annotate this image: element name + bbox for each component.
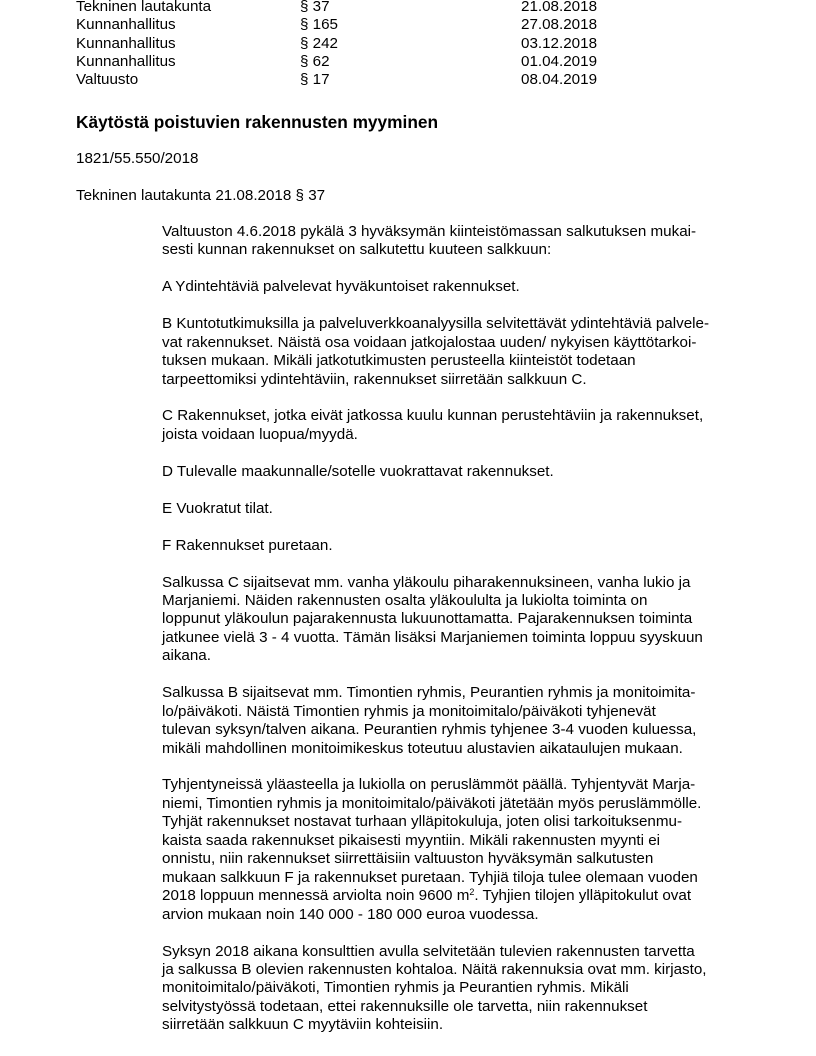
text-line: Valtuuston 4.6.2018 pykälä 3 hyväksymän kiinteistömassan salkutuksen mukai-: [162, 223, 697, 240]
text-line: loppunut yläkoulun pajarakennusta lukuunottamatta. Pajarakennuksen toiminta: [162, 610, 693, 628]
history-row: [76, 35, 696, 53]
text-line: vat rakennukset. Näistä osa voidaan jatkojalostaa uuden/ nykyisen käyttötarkoi-: [162, 333, 697, 351]
text-line: Salkussa C sijaitsevat mm. vanha yläkoulu piharakennuksineen, vanha lukio ja: [162, 573, 691, 591]
text-line: siirretään salkkuun C myytäviin kohteisiin.: [162, 1016, 444, 1034]
text-line: A Ydintehtäviä palvelevat hyväkuntoiset rakennukset.: [162, 278, 520, 296]
text-line-area: [162, 887, 752, 905]
text-line: aikana.: [162, 647, 211, 665]
meeting-reference: Tekninen lautakunta 21.08.2018 § 37: [76, 187, 326, 204]
text-line: tuksen mukaan. Mikäli jatkotutkimusten perusteella kiinteistöt todetaan: [162, 352, 636, 370]
text-line: joista voidaan luopua/myydä.: [162, 425, 358, 443]
document-body: [162, 223, 752, 1035]
paragraph: [162, 407, 752, 444]
text-line: D Tulevalle maakunnalle/sotelle vuokrattavat rakennukset.: [162, 462, 554, 480]
paragraph: [162, 943, 752, 1035]
text-line: kaista saada rakennukset pikaisesti myyntiin. Mikäli rakennusten myynti ei: [162, 831, 661, 849]
paragraph: [162, 463, 752, 481]
paragraph: [162, 315, 752, 389]
text-line: Syksyn 2018 aikana konsulttien avulla selvitetään tulevien rakennusten tarvetta: [162, 942, 695, 960]
text-line: selvitystyössä todetaan, ettei rakennuksille ole tarvetta, niin rakennukset: [162, 997, 648, 1015]
decision-history-table: [76, 0, 696, 89]
paragraph: [162, 278, 752, 296]
text-line: ja salkussa B olevien rakennusten kohtaloa. Näitä rakennuksia ovat mm. kirjasto,: [162, 960, 707, 978]
text-line: Marjaniemi. Näiden rakennusten osalta yläkoululta ja lukiolta toiminta on: [162, 591, 648, 609]
history-date: 03.12.2018: [521, 34, 598, 52]
history-body: Tekninen lautakunta: [76, 0, 212, 15]
paragraph: [162, 223, 752, 260]
paragraph: [162, 537, 752, 555]
text-line: E Vuokratut tilat.: [162, 499, 273, 517]
text-line: jatkunee vielä 3 - 4 vuotta. Tämän lisäksi Marjaniemen toiminta loppuu syyskuun: [162, 628, 703, 646]
text-line: Tyhjentyneissä yläasteella ja lukiolla on peruslämmöt päällä. Tyhjentyvät Marja-: [162, 776, 696, 794]
text-line: niemi, Timontien ryhmis ja monitoimitalo/päiväkoti jätetään myös peruslämmölle.: [162, 794, 702, 812]
history-body: Kunnanhallitus: [76, 16, 176, 34]
superscript: 2: [469, 887, 475, 898]
history-section: § 17: [300, 71, 330, 89]
text-line: sesti kunnan rakennukset on salkutettu kuuteen salkkuun:: [162, 241, 552, 259]
text-line: arvion mukaan noin 140 000 - 180 000 euroa vuodessa.: [162, 905, 539, 923]
text-line: lo/päiväkoti. Näistä Timontien ryhmis ja monitoimitalo/päiväkoti tyhjenevät: [162, 702, 656, 720]
document-title: Käytöstä poistuvien rakennusten myyminen: [76, 112, 439, 132]
history-date: 21.08.2018: [521, 0, 598, 15]
history-section: § 242: [300, 34, 339, 52]
paragraph: [162, 574, 752, 666]
history-row: [76, 0, 696, 16]
history-section: § 37: [300, 0, 330, 15]
history-row: [76, 71, 696, 89]
text-line: Salkussa B sijaitsevat mm. Timontien ryhmis, Peurantien ryhmis ja monitoimita-: [162, 684, 696, 702]
text-line: tulevan syksyn/talven aikana. Peurantien ryhmis tyhjenee 3-4 vuoden kuluessa,: [162, 721, 697, 739]
text-line: mikäli mahdollinen monitoimikeskus toteutuu alustavien aikataulujen mukaan.: [162, 739, 683, 757]
history-section: § 165: [300, 16, 339, 34]
history-row: [76, 53, 696, 71]
diary-number: 1821/55.550/2018: [76, 150, 199, 167]
text-line: F Rakennukset puretaan.: [162, 536, 333, 554]
area-text: 2018 loppuun mennessä arviolta noin 9600 m: [162, 887, 470, 905]
paragraph: [162, 500, 752, 518]
text-line: onnistu, niin rakennukset siirrettäisiin valtuuston hyväksymän salkutusten: [162, 850, 654, 868]
history-date: 27.08.2018: [521, 16, 598, 34]
area-text-rest: . Tyhjien tilojen ylläpitokulut ovat: [474, 887, 692, 905]
history-body: Valtuusto: [76, 71, 139, 89]
history-body: Kunnanhallitus: [76, 34, 176, 52]
text-line: monitoimitalo/päiväkoti, Timontien ryhmis ja Peurantien ryhmis. Mikäli: [162, 979, 629, 997]
text-line: tarpeettomiksi ydintehtäviin, rakennukset siirretään salkkuun C.: [162, 370, 587, 388]
paragraph: [162, 776, 752, 924]
history-section: § 62: [300, 52, 330, 70]
text-line: mukaan salkkuun F ja rakennukset puretaan. Tyhjiä tiloja tulee olemaan vuoden: [162, 868, 698, 886]
history-date: 08.04.2019: [521, 71, 598, 89]
paragraph: [162, 684, 752, 758]
text-line: C Rakennukset, jotka eivät jatkossa kuulu kunnan perustehtäviin ja rakennukset,: [162, 407, 704, 425]
text-line: B Kuntotutkimuksilla ja palveluverkkoanalyysilla selvitettävät ydintehtäviä palvele-: [162, 315, 710, 333]
text-line: Tyhjät rakennukset nostavat turhaan ylläpitokuluja, joten olisi tarkoituksenmu-: [162, 813, 683, 831]
history-row: [76, 16, 696, 34]
history-date: 01.04.2019: [521, 52, 598, 70]
history-body: Kunnanhallitus: [76, 52, 176, 70]
